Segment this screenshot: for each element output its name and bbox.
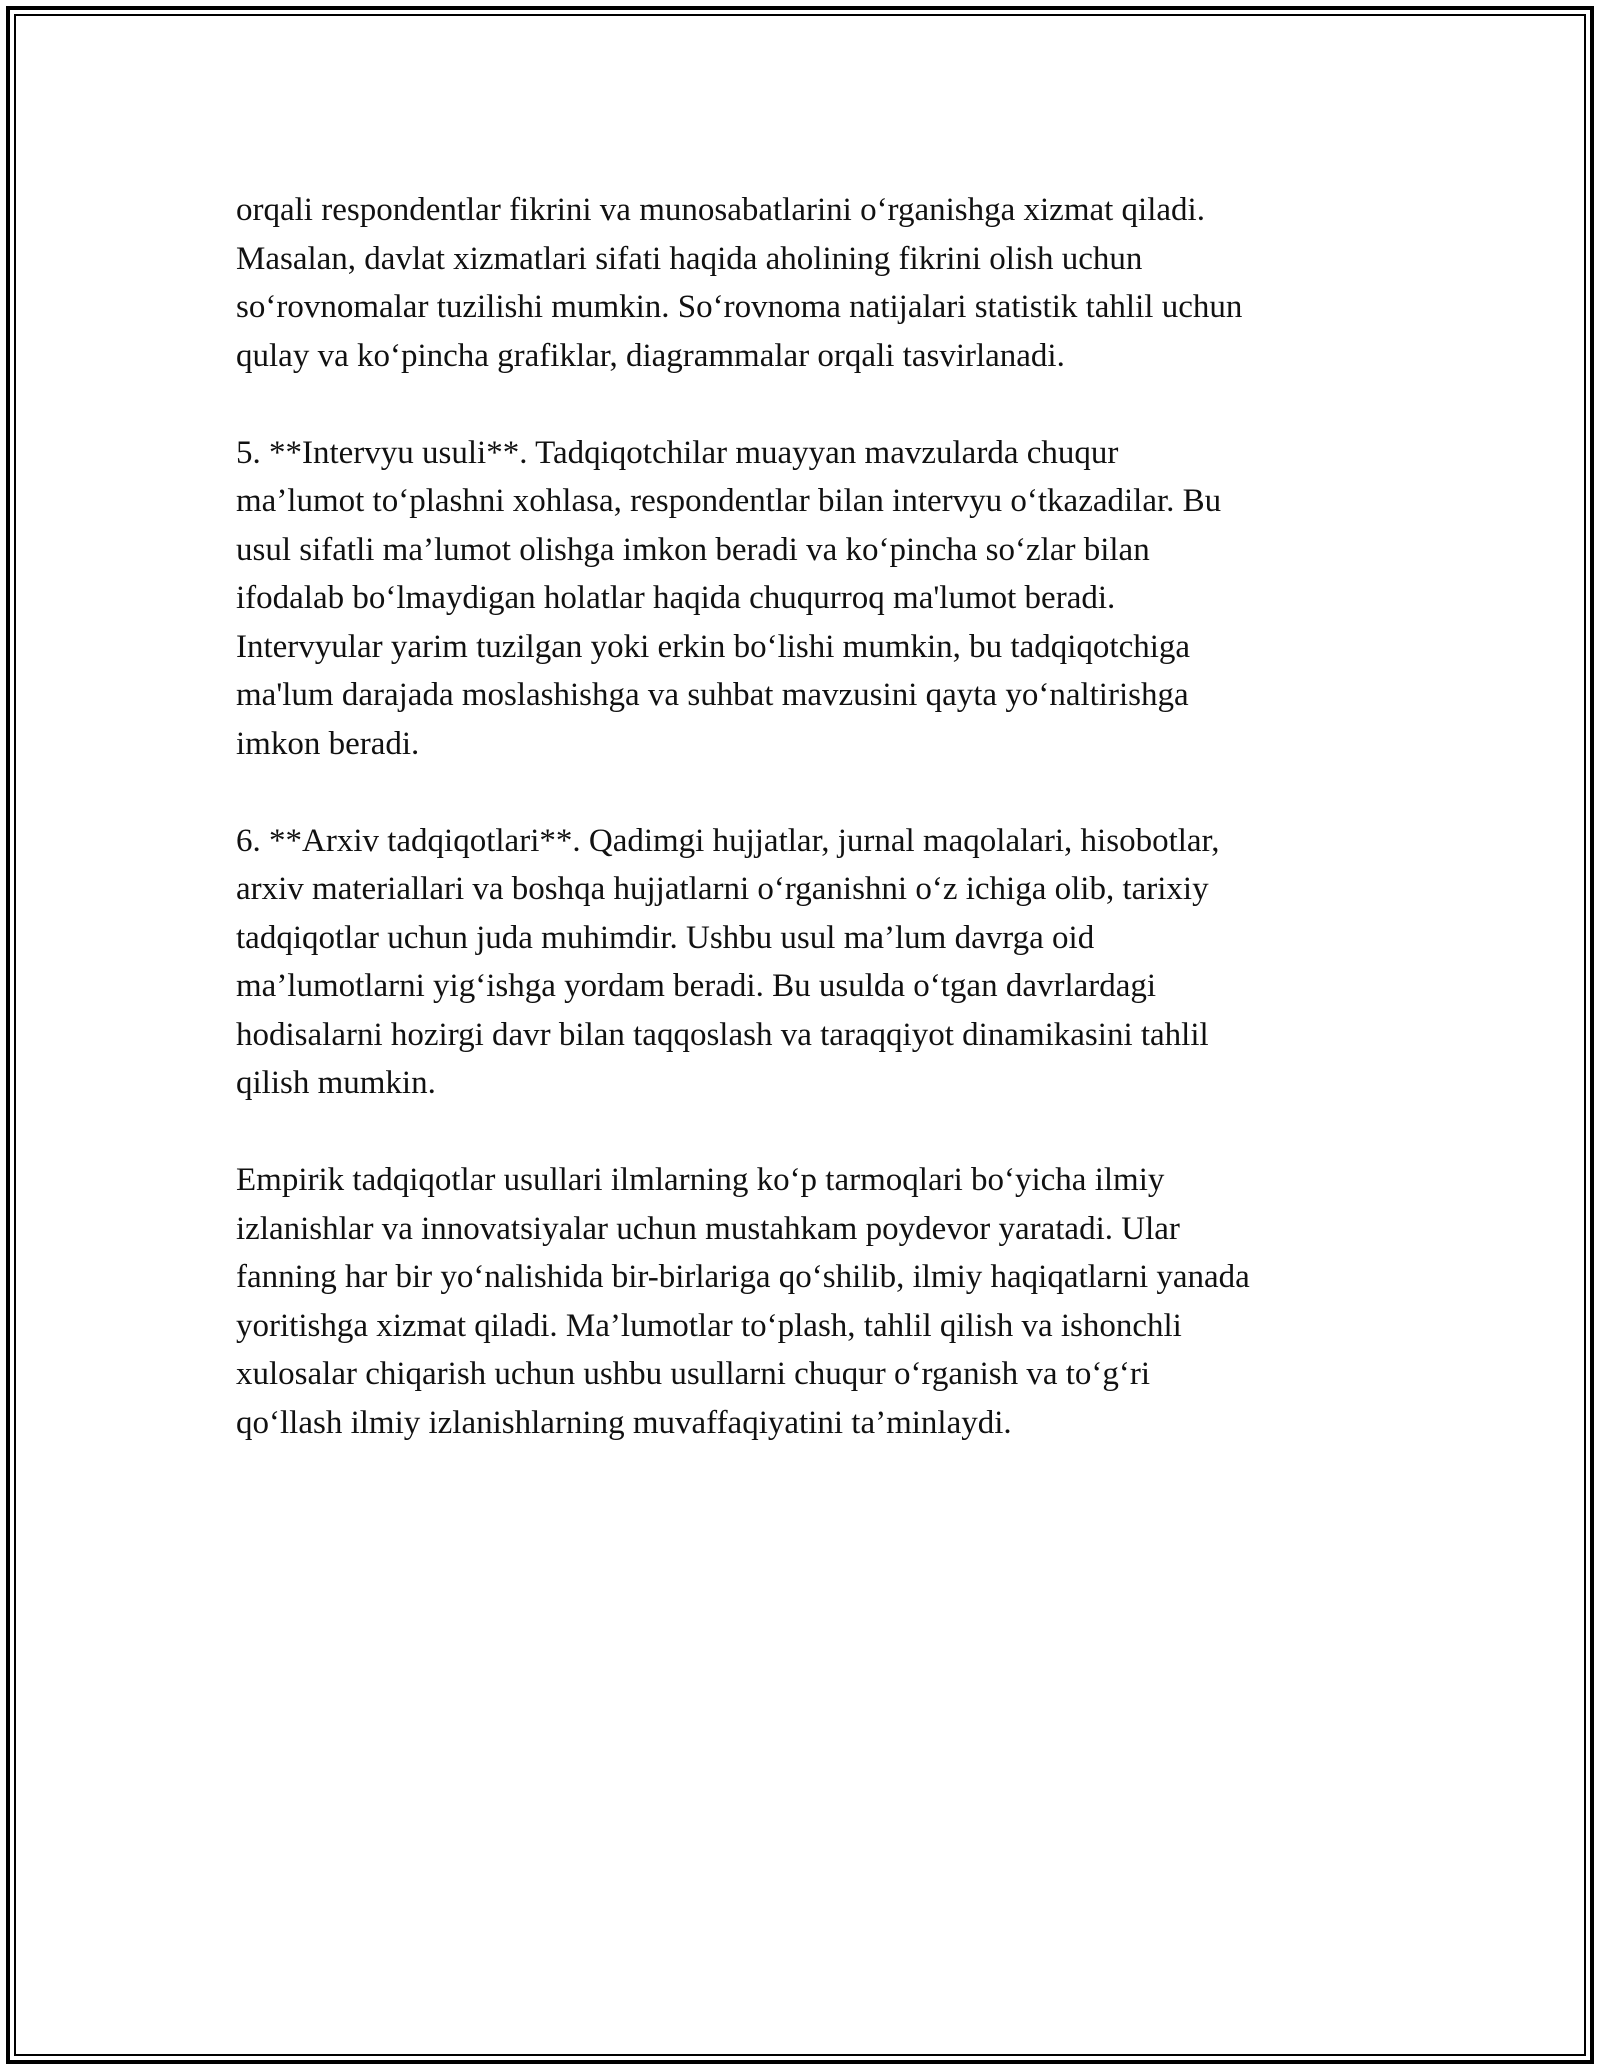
document-body xyxy=(236,186,1396,1447)
paragraph-interview-method: 5. **Intervyu usuli**. Tadqiqotchilar muayyan mavzularda chuqur ma’lumot to‘plashni xohlasa, respondentlar bilan intervyu o‘tkazadilar. Bu usul sifatli ma’lumot olishga imkon beradi va ko‘pincha so‘zlar bilan ifodalab bo‘lmaydigan holatlar haqida chuqurroq ma'lumot beradi. Intervyular yarim tuzilgan yoki erkin bo‘lishi mumkin, bu tadqiqotchiga ma'lum darajada moslashishga va suhbat mavzusini qayta yo‘naltirishga imkon beradi. xyxy=(236,434,1222,762)
paragraph-archive-research: 6. **Arxiv tadqiqotlari**. Qadimgi hujjatlar, jurnal maqolalari, hisobotlar, arxiv materiallari va boshqa hujjatlarni o‘rganishni o‘z ichiga olib, tarixiy tadqiqotlar uchun juda muhimdir. Ushbu usul ma’lum davrga oid ma’lumotlarni yig‘ishga yordam beradi. Bu usulda o‘tgan davrlardagi hodisalarni hozirgi davr bilan taqqoslash va taraqqiyot dinamikasini tahlil qilish mumkin. xyxy=(236,822,1220,1101)
paragraph-conclusion: Empirik tadqiqotlar usullari ilmlarning ko‘p tarmoqlari bo‘yicha ilmiy izlanishlar va innovatsiyalar uchun mustahkam poydevor yaratadi. Ular fanning har bir yo‘nalishida bir-birlariga qo‘shilib, ilmiy haqiqatlarni yanada yoritishga xizmat qiladi. Ma’lumotlar to‘plash, tahlil qilish va ishonchli xulosalar chiqarish uchun ushbu usullarni chuqur o‘rganish va to‘g‘ri qo‘llash ilmiy izlanishlarning muvaffaqiyatini ta’minlaydi. xyxy=(236,1162,1250,1441)
paragraph-surveys-continued: orqali respondentlar fikrini va munosabatlarini o‘rganishga xizmat qiladi. Masalan, davlat xizmatlari sifati haqida aholining fikrini olish uchun so‘rovnomalar tuzilishi mumkin. So‘rovnoma natijalari statistik tahlil uchun qulay va ko‘pincha grafiklar, diagrammalar orqali tasvirlanadi. xyxy=(236,192,1243,374)
